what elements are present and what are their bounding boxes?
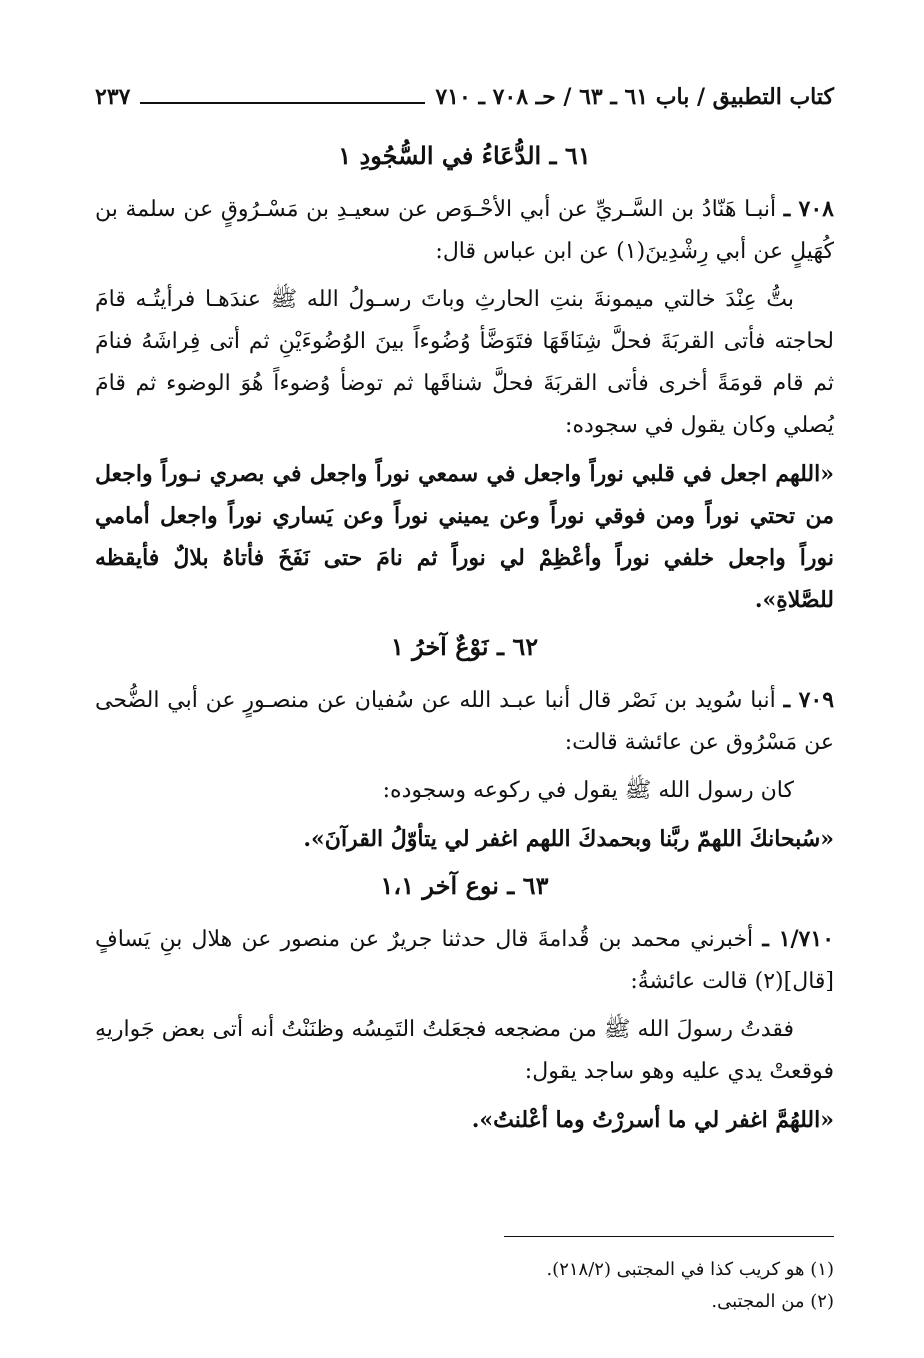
footnote-separator bbox=[504, 1236, 834, 1237]
hadith-710-dua: «اللهُمَّ اغفر لي ما أسررْتُ وما أعْلنتُ». bbox=[471, 1107, 834, 1133]
isnad-text: أنبا سُويد بن نَصْر قال أنبا عبـد الله عن سُفيان عن منصـورٍ عن أبي الضُّحى عن مَسْرُوق عن عائشة قالت: bbox=[95, 688, 834, 755]
running-title: كتاب التطبيق / باب ٦١ ـ ٦٣ / حـ ٧٠٨ ـ ٧١٠ bbox=[435, 84, 834, 110]
page-header bbox=[95, 80, 834, 114]
chapter-title-61: ٦١ ـ الدُّعَاءُ في السُّجُودِ ١ bbox=[338, 141, 591, 170]
hadith-709-dua: «سُبحانكَ اللهمّ ربَّنا وبحمدكَ اللهم اغفر لي يتأوّلُ القرآنَ». bbox=[303, 826, 834, 852]
footnote-2: (٢) من المجتبى. bbox=[711, 1291, 834, 1312]
footnotes bbox=[95, 1254, 834, 1318]
hadith-710-isnad bbox=[95, 918, 834, 1003]
hadith-708-narration: بتُّ عِنْدَ خالتي ميمونةَ بنتِ الحارثِ وباتَ رسـولُ الله ﷺ عندَهـا فرأيتُـه قامَ لحاجته فأتى القربَةَ فحلَّ شِنَاقَهَا فتَوَضَّأ وُضُوءاً بينَ الوُضُوءَيْنِ ثم أتى فِراشَهُ فنامَ ثم قام قومَةً أخرى فأتى القربَةَ فحلَّ شناقَها ثم توضأ وُضوءاً هُوَ الوضوء ثم قامَ يُصلي وكان يقول في سجوده: bbox=[95, 287, 834, 438]
hadith-708-isnad bbox=[95, 188, 834, 273]
hadith-number: ١/٧١٠ ـ bbox=[762, 926, 835, 952]
page-number: ٢٣٧ bbox=[95, 84, 131, 110]
hadith-number: ٧٠٩ ـ bbox=[783, 687, 835, 713]
hadith-709-narration: كان رسول الله ﷺ يقول في ركوعه وسجوده: bbox=[382, 778, 794, 803]
hadith-number: ٧٠٨ ـ bbox=[783, 196, 834, 222]
hadith-709-isnad bbox=[95, 679, 834, 764]
hadith-708-dua: «اللهم اجعل في قلبي نوراً واجعل في سمعي نوراً واجعل في بصري نـوراً واجعل من تحتي نوراً ومن فوقي نوراً وعن يميني نوراً وعن يَساري نوراً واجعل أمامي نوراً واجعل خلفي نوراً وأعْظِمْ لي نوراً ثم نامَ حتى نَفَخَ فأتاهُ بلالٌ فأيقظه للصَّلاةِ». bbox=[95, 461, 834, 613]
isnad-text: أخبرني محمد بن قُدامةَ قال حدثنا جريرٌ عن منصور عن هلال بنِ يَسافٍ [قال](٢) قالت عائشةُ: bbox=[95, 927, 834, 994]
page-body bbox=[95, 130, 834, 1147]
hadith-710-narration: فقدتُ رسولَ الله ﷺ من مضجعه فجعَلتُ التَمِسُه وظنَنْتُ أنه أتى بعض جَواريهِ فوقعتْ يدي عليه وهو ساجد يقول: bbox=[95, 1017, 834, 1084]
chapter-title-62: ٦٢ ـ نَوْعٌ آخرُ ١ bbox=[390, 632, 539, 661]
header-rule bbox=[140, 102, 425, 104]
chapter-title-63: ٦٣ ـ نوع آخر ١،١ bbox=[380, 871, 549, 900]
isnad-text: أنبـا هَنّادُ بن السَّـريِّ عن أبي الأحْـوَص عن سعيـدِ بن مَسْـرُوقٍ عن سلمة بن كُهَيلٍ عن أبي رِشْدِينَ(١) عن ابن عباس قال: bbox=[95, 197, 834, 264]
footnote-1: (١) هو كريب كذا في المجتبى (٢١٨/٢). bbox=[546, 1259, 834, 1280]
